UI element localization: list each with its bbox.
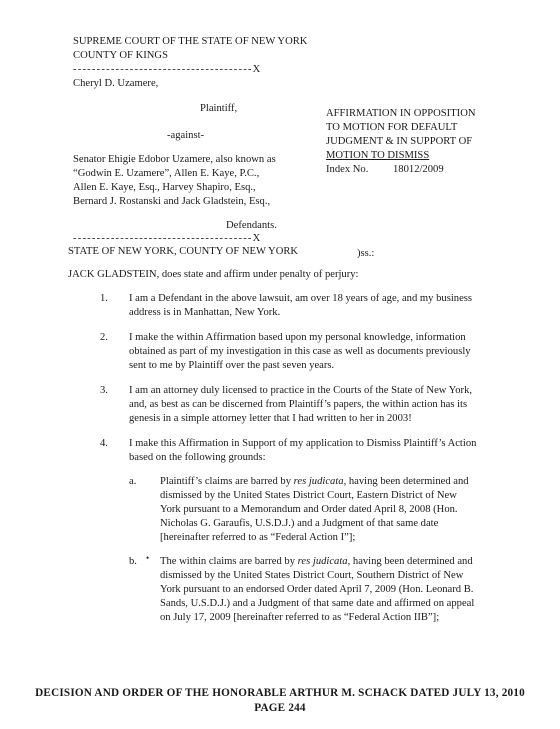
subparagraph-text: The within claims are barred by bbox=[160, 556, 298, 567]
paragraph-number: 3. bbox=[100, 385, 108, 396]
defendants-line: Bernard J. Rostanski and Jack Gladstein, Esq., bbox=[73, 196, 271, 207]
paragraph-number: 4. bbox=[100, 438, 108, 449]
latin-term: res judicata bbox=[297, 556, 348, 567]
defendants-line: “Godwin E. Uzamere”, Allen E. Kaye, P.C., bbox=[73, 168, 260, 179]
footer-decision-line: DECISION AND ORDER OF THE HONORABLE ARTHUR M. SCHACK DATED JULY 13, 2010 bbox=[35, 687, 525, 699]
affirmation-intro: JACK GLADSTEIN, does state and affirm under penalty of perjury: bbox=[68, 269, 359, 280]
subparagraph-line: Nicholas G. Garaufis, U.S.D.J.) and a Judgment of that same date bbox=[160, 518, 439, 529]
paragraph-line: address is in Manhattan, New York. bbox=[129, 307, 281, 318]
paragraph-line: obtained as part of my investigation in this case as well as documents previously bbox=[129, 346, 471, 357]
latin-term: res judicata bbox=[293, 476, 344, 487]
paragraph-number: 2. bbox=[100, 332, 108, 343]
plaintiff-name: Cheryl D. Uzamere, bbox=[73, 78, 159, 89]
paragraph-number: 1. bbox=[100, 293, 108, 304]
subparagraph-line: [hereinafter referred to as “Federal Action I”]; bbox=[160, 532, 356, 543]
defendants-label: Defendants. bbox=[226, 220, 277, 231]
subparagraph-letter: b. bbox=[129, 556, 137, 567]
plaintiff-label: Plaintiff, bbox=[200, 103, 238, 114]
paragraph-line: and, as best as can be discerned from Plaintiff’s papers, the within action has its bbox=[129, 399, 468, 410]
subparagraph-text: , having been determined and bbox=[347, 556, 473, 567]
footer-page-number: PAGE 244 bbox=[254, 702, 306, 714]
subparagraph-line: dismissed by the United States District Court, Eastern District of New bbox=[160, 490, 457, 501]
stray-mark: • bbox=[146, 553, 150, 563]
document-title-line: AFFIRMATION IN OPPOSITION bbox=[326, 108, 476, 119]
subparagraph-line bbox=[160, 476, 469, 487]
defendants-line: Allen E. Kaye, Esq., Harvey Shapiro, Esq., bbox=[73, 182, 256, 193]
index-number: 18012/2009 bbox=[393, 164, 444, 175]
subparagraph-line: dismissed by the United States District Court, Southern District of New bbox=[160, 570, 464, 581]
defendants-line: Senator Ehigie Edobor Uzamere, also known as bbox=[73, 154, 276, 165]
subparagraph-line bbox=[160, 556, 473, 567]
document-title-line: MOTION TO DISMISS bbox=[326, 150, 430, 161]
paragraph-line: I make the within Affirmation based upon my personal knowledge, information bbox=[129, 332, 466, 343]
county-name: COUNTY OF KINGS bbox=[73, 50, 168, 61]
subparagraph-text: Plaintiff’s claims are barred by bbox=[160, 476, 294, 487]
venue-line: STATE OF NEW YORK, COUNTY OF NEW YORK bbox=[68, 246, 299, 257]
document-title-line: TO MOTION FOR DEFAULT bbox=[326, 122, 458, 133]
subparagraph-letter: a. bbox=[129, 476, 137, 487]
paragraph-line: based on the following grounds: bbox=[129, 452, 266, 463]
caption-divider-top: --------------------------------------X bbox=[73, 64, 262, 75]
index-label: Index No. bbox=[326, 164, 369, 175]
subparagraph-line: York pursuant to an endorsed Order dated April 7, 2009 (Hon. Leonard B. bbox=[160, 584, 474, 595]
paragraph-line: sent to me by Plaintiff over the past seven years. bbox=[129, 360, 335, 371]
paragraph-line: I make this Affirmation in Support of my application to Dismiss Plaintiff’s Action bbox=[129, 438, 477, 449]
paragraph-line: genesis in a simple attorney letter that I had written to her in 2003! bbox=[129, 413, 412, 424]
paragraph-line: I am an attorney duly licensed to practice in the Courts of the State of New York, bbox=[129, 385, 473, 396]
subparagraph-line: Sands, U.S.D.J.) and a Judgment of that same date and affirmed on appeal bbox=[160, 598, 475, 609]
document-title-line: JUDGMENT & IN SUPPORT OF bbox=[326, 136, 473, 147]
court-name: SUPREME COURT OF THE STATE OF NEW YORK bbox=[73, 36, 308, 47]
subparagraph-line: on July 17, 2009 [hereinafter referred to as “Federal Action IIB”]; bbox=[160, 612, 440, 623]
caption-divider-bottom: --------------------------------------X bbox=[73, 233, 262, 244]
against-label: -against- bbox=[167, 130, 205, 141]
ss-label: )ss.: bbox=[357, 248, 375, 259]
subparagraph-text: , having been determined and bbox=[343, 476, 469, 487]
paragraph-line: I am a Defendant in the above lawsuit, am over 18 years of age, and my business bbox=[129, 293, 473, 304]
subparagraph-line: York pursuant to a Memorandum and Order dated April 8, 2008 (Hon. bbox=[160, 504, 458, 515]
